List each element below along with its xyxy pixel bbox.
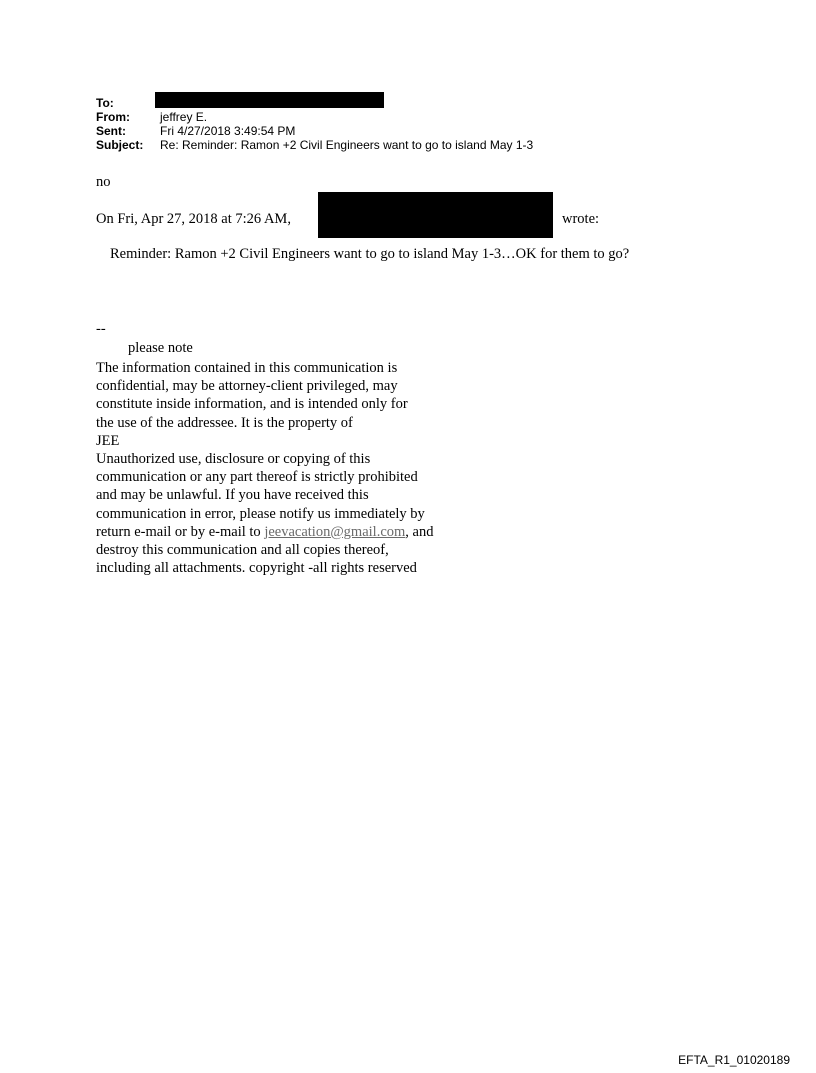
- disclaimer-line: The information contained in this communication is: [96, 360, 398, 376]
- disclaimer-text: , and: [405, 523, 434, 540]
- please-note-text: please note: [128, 340, 193, 356]
- quote-intro-start: On Fri, Apr 27, 2018 at 7:26 AM,: [96, 211, 291, 227]
- disclaimer-line: Unauthorized use, disclosure or copying of this: [96, 451, 371, 468]
- confidentiality-disclaimer: [96, 359, 476, 577]
- reply-text: no: [96, 174, 111, 190]
- disclaimer-line: and may be unlawful. If you have received this: [96, 487, 369, 504]
- to-redaction-block: [155, 92, 384, 108]
- signature-separator: --: [96, 321, 106, 337]
- subject-value: Re: Reminder: Ramon +2 Civil Engineers want to go to island May 1-3: [160, 138, 534, 152]
- subject-label: Subject:: [96, 138, 144, 152]
- disclaimer-line: [96, 523, 476, 541]
- sent-row: [96, 124, 295, 138]
- disclaimer-line: communication in error, please notify us immediately by: [96, 505, 425, 522]
- to-row: [96, 96, 160, 110]
- quoted-message: Reminder: Ramon +2 Civil Engineers want to go to island May 1-3…OK for them to go?: [110, 246, 630, 262]
- subject-row: [96, 138, 533, 152]
- disclaimer-line: the use of the addressee. It is the property of: [96, 414, 353, 431]
- sender-redaction-block: [318, 192, 553, 238]
- from-row: [96, 110, 207, 124]
- sent-label: Sent:: [96, 124, 126, 138]
- disclaimer-line: JEE: [96, 432, 120, 449]
- disclaimer-line: constitute inside information, and is intended only for: [96, 396, 408, 413]
- document-id: EFTA_R1_01020189: [678, 1053, 790, 1067]
- disclaimer-line: confidential, may be attorney-client privileged, may: [96, 378, 398, 395]
- sent-value: Fri 4/27/2018 3:49:54 PM: [160, 124, 296, 138]
- disclaimer-line: destroy this communication and all copies thereof,: [96, 542, 389, 559]
- to-label: To:: [96, 96, 114, 110]
- from-label: From:: [96, 110, 130, 124]
- disclaimer-line: communication or any part thereof is strictly prohibited: [96, 469, 418, 486]
- quote-intro-end: wrote:: [562, 211, 600, 227]
- email-link[interactable]: jeevacation@gmail.com: [264, 523, 406, 540]
- disclaimer-text: return e-mail or by e-mail to: [96, 523, 265, 540]
- from-value: jeffrey E.: [160, 110, 208, 124]
- disclaimer-line: including all attachments. copyright -all rights reserved: [96, 560, 417, 577]
